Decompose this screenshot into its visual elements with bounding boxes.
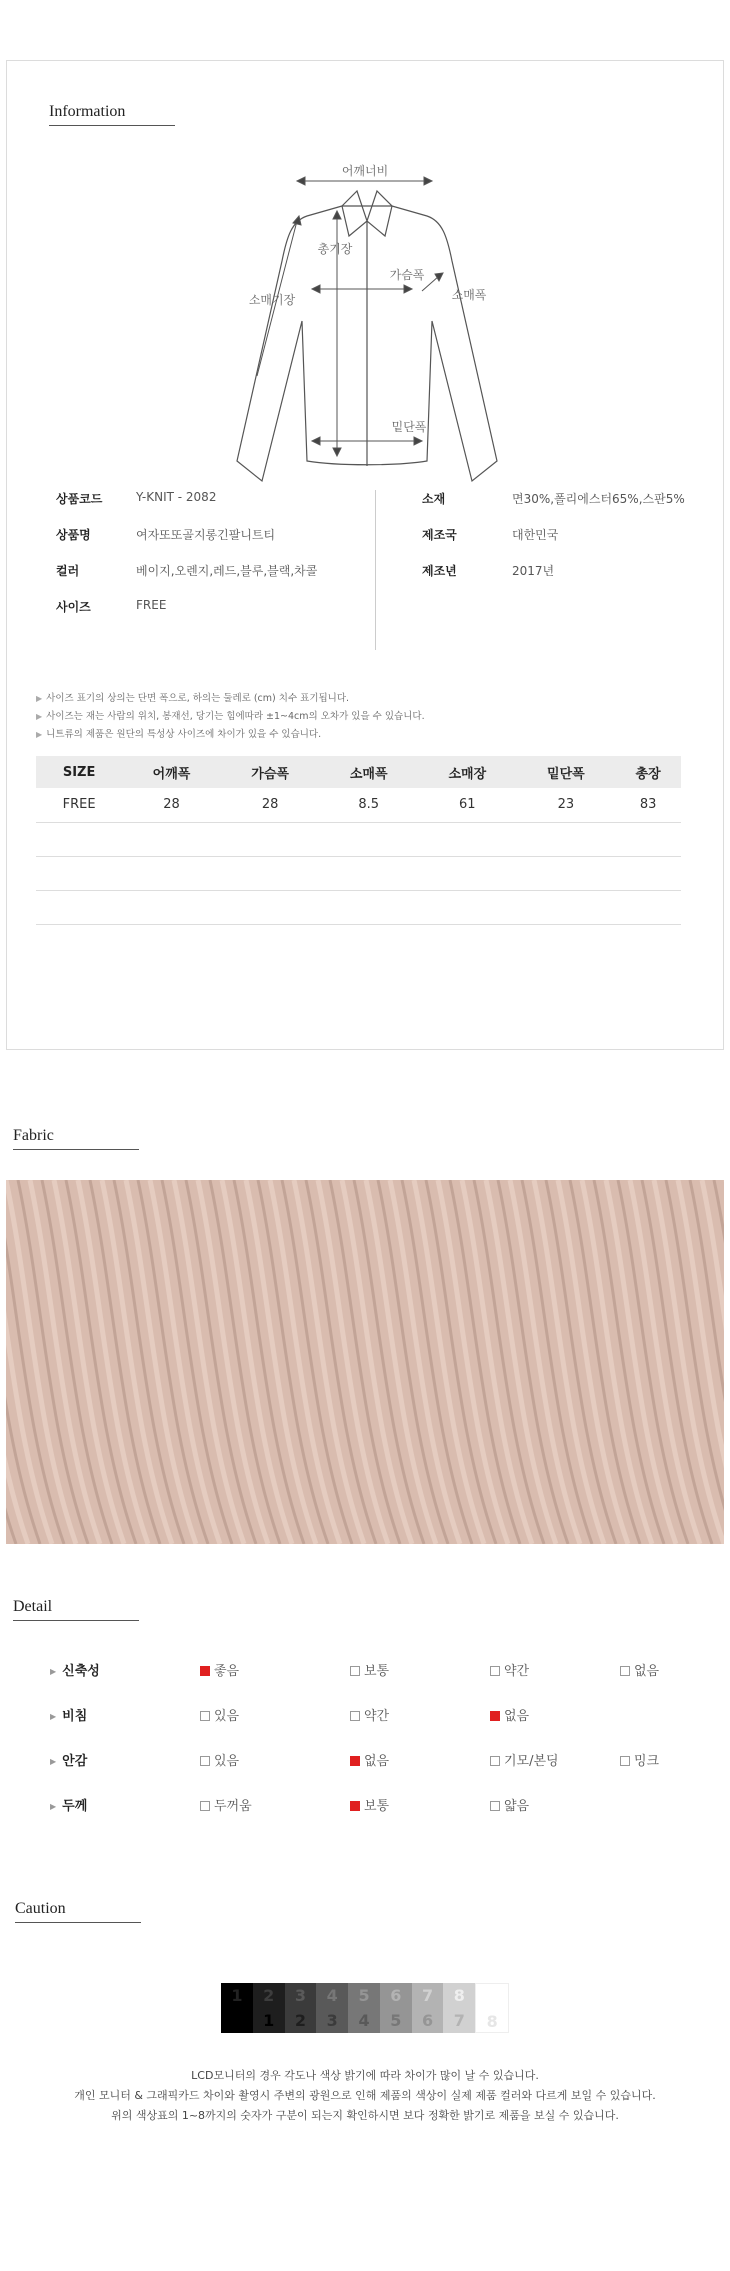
option-label: 없음: [364, 1754, 390, 1769]
label-shoulder: 어깨너비: [341, 164, 389, 178]
spec-value: Y-KNIT - 2082: [136, 490, 217, 504]
caution-text: [0, 2066, 730, 2126]
table-header: 밑단폭: [517, 756, 616, 788]
option-label: 보통: [364, 1664, 390, 1679]
checkbox-icon: [620, 1666, 630, 1676]
caution-line: LCD모니터의 경우 각도나 색상 밝기에 따라 차이가 많이 날 수 있습니다.: [191, 2069, 539, 2082]
table-header: 소매장: [418, 756, 517, 788]
option-label: 보통: [364, 1799, 390, 1814]
checkbox-icon: [350, 1756, 360, 1766]
table-cell: 23: [517, 788, 616, 822]
caution-line: 위의 색상표의 1~8까지의 숫자가 구분이 되는지 확인하시면 보다 정확한 밝기로 제품을 보실 수 있습니다.: [111, 2109, 619, 2122]
size-note: ▶ 사이즈는 재는 사람의 위치, 봉재선, 당기는 힘에따라 ±1~4cm의 오차가 있을 수 있습니다.: [36, 708, 425, 726]
spec-value: 대한민국: [512, 528, 559, 542]
swatch: 2 1: [253, 1983, 285, 2033]
checkbox-icon: [490, 1666, 500, 1676]
caution-line: 개인 모니터 & 그래픽카드 차이와 촬영시 주변의 광원으로 인해 제품의 색상이 실제 제품 컬러와 다르게 보일 수 있습니다.: [74, 2089, 656, 2102]
spec-key: 컬러: [56, 564, 80, 578]
checkbox-icon: [200, 1756, 210, 1766]
detail-title: Detail: [13, 1598, 139, 1621]
spec-value: FREE: [136, 598, 167, 612]
spec-key: 상품명: [56, 528, 91, 542]
table-cell: 83: [615, 788, 681, 822]
knit-texture-icon: [6, 1180, 724, 1544]
option-none: [620, 1660, 659, 1679]
detail-row-sheerness: [0, 1705, 730, 1725]
option-yes: [200, 1705, 239, 1724]
checkbox-icon: [350, 1801, 360, 1811]
table-cell: 8.5: [319, 788, 418, 822]
spec-key: 사이즈: [56, 600, 91, 614]
table-row: [36, 788, 681, 822]
spec-value: 2017년: [512, 564, 555, 578]
information-title: Information: [49, 103, 175, 126]
swatch: 6 5: [380, 1983, 412, 2033]
swatch: 7 6: [412, 1983, 444, 2033]
option-good: [200, 1660, 239, 1679]
detail-row-lining: [0, 1750, 730, 1770]
size-notes: [36, 690, 425, 744]
detail-row-stretch: [0, 1660, 730, 1680]
option-mink: [620, 1750, 659, 1769]
option-normal: [350, 1660, 389, 1679]
brightness-swatches: [221, 1983, 509, 2033]
swatch: 1: [221, 1983, 253, 2033]
detail-label: ▶ 두께: [50, 1795, 87, 1814]
label-chest: 가슴폭: [389, 268, 425, 282]
swatch: 8 7: [443, 1983, 475, 2033]
option-none: [490, 1705, 529, 1724]
option-label: 기모/본딩: [504, 1754, 559, 1769]
spec-value: 베이지,오렌지,레드,블루,블랙,차콜: [136, 564, 318, 578]
option-none: [350, 1750, 389, 1769]
detail-label: ▶ 신축성: [50, 1660, 100, 1679]
checkbox-icon: [350, 1711, 360, 1721]
checkbox-icon: [350, 1666, 360, 1676]
fabric-title: Fabric: [13, 1127, 139, 1150]
option-label: 밍크: [634, 1754, 660, 1769]
table-header: 총장: [615, 756, 681, 788]
table-header-row: [36, 756, 681, 788]
detail-label: ▶ 안감: [50, 1750, 87, 1769]
size-table: [36, 756, 681, 925]
option-brushed: [490, 1750, 559, 1769]
caution-title: Caution: [15, 1900, 141, 1923]
option-slight: [350, 1705, 389, 1724]
table-cell: 61: [418, 788, 517, 822]
spec-value: 여자또또골지롱긴팔니트티: [136, 528, 276, 542]
size-note: ▶ 사이즈 표기의 상의는 단면 폭으로, 하의는 둘레로 (cm) 치수 표기됩니다.: [36, 690, 425, 708]
table-header: 어깨폭: [122, 756, 221, 788]
label-sleeve-width: 소매폭: [451, 288, 487, 302]
checkbox-icon: [490, 1801, 500, 1811]
detail-label: ▶ 비침: [50, 1705, 87, 1724]
spec-key: 상품코드: [56, 492, 103, 506]
spec-key: 소재: [422, 492, 446, 506]
option-thick: [200, 1795, 252, 1814]
option-slight: [490, 1660, 529, 1679]
size-note: ▶ 니트류의 제품은 원단의 특성상 사이즈에 차이가 있을 수 있습니다.: [36, 726, 425, 744]
option-label: 없음: [504, 1709, 530, 1724]
table-header: 가슴폭: [221, 756, 320, 788]
option-label: 두꺼움: [214, 1799, 252, 1814]
spec-key: 제조년: [422, 564, 457, 578]
option-yes: [200, 1750, 239, 1769]
table-row-empty: [36, 856, 681, 890]
checkbox-icon: [490, 1711, 500, 1721]
spec-list: [50, 490, 690, 650]
option-label: 좋음: [214, 1664, 240, 1679]
swatch: 8: [475, 1983, 509, 2033]
table-row-empty: [36, 822, 681, 856]
option-label: 약간: [364, 1709, 390, 1724]
option-label: 있음: [214, 1754, 240, 1769]
table-cell: FREE: [36, 788, 122, 822]
fabric-image: [6, 1180, 724, 1544]
spec-value: 면30%,폴리에스터65%,스판5%: [512, 492, 685, 506]
checkbox-icon: [200, 1801, 210, 1811]
option-label: 약간: [504, 1664, 530, 1679]
checkbox-icon: [490, 1756, 500, 1766]
checkbox-icon: [200, 1711, 210, 1721]
label-hem: 밑단폭: [391, 420, 427, 434]
table-header: SIZE: [36, 756, 122, 788]
table-cell: 28: [122, 788, 221, 822]
label-length: 총기장: [317, 242, 353, 256]
spec-divider: [375, 490, 376, 650]
checkbox-icon: [200, 1666, 210, 1676]
size-diagram: [217, 161, 527, 501]
option-label: 없음: [634, 1664, 660, 1679]
table-cell: 28: [221, 788, 320, 822]
detail-row-thickness: [0, 1795, 730, 1815]
spec-key: 제조국: [422, 528, 457, 542]
swatch: 5 4: [348, 1983, 380, 2033]
option-thin: [490, 1795, 529, 1814]
checkbox-icon: [620, 1756, 630, 1766]
shirt-outline-icon: [217, 161, 527, 501]
option-label: 얇음: [504, 1799, 530, 1814]
option-normal: [350, 1795, 389, 1814]
swatch: 4 3: [316, 1983, 348, 2033]
swatch: 3 2: [285, 1983, 317, 2033]
label-sleeve-length: 소매기장: [248, 293, 296, 307]
table-row-empty: [36, 890, 681, 924]
table-header: 소매폭: [319, 756, 418, 788]
option-label: 있음: [214, 1709, 240, 1724]
